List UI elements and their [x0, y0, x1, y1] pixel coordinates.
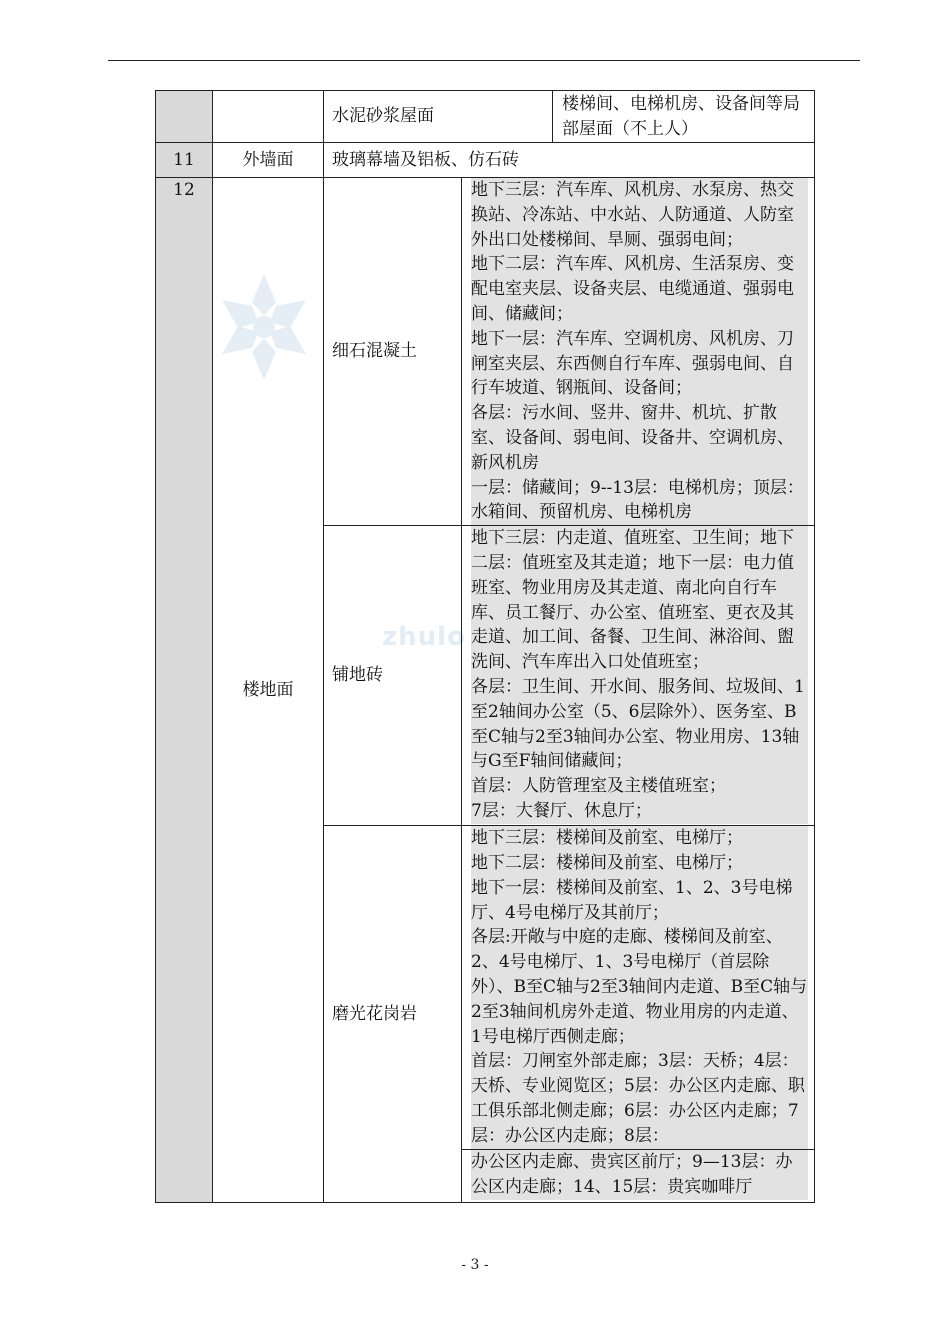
table-row — [156, 143, 815, 178]
table-row — [156, 91, 815, 143]
area-cell: 外墙面 — [213, 143, 324, 178]
table-row — [156, 178, 815, 526]
usage-line: 首层：刀闸室外部走廊；3层：天桥；4层：天桥、专业阅览区；5层：办公区内走廊、职工俱乐部北侧走廊；6层：办公区内走廊；7层：办公区内走廊；8层： — [471, 1049, 808, 1148]
usage-line: 办公区内走廊、贵宾区前厅；9—13层：办公区内走廊；14、15层：贵宾咖啡厅 — [471, 1150, 808, 1200]
usage-line: 首层：人防管理室及主楼值班室； — [471, 774, 808, 799]
header-rule — [108, 60, 860, 61]
usage-cell — [462, 1150, 815, 1203]
usage-cell: 楼梯间、电梯机房、设备间等局部屋面（不上人） — [553, 91, 815, 143]
usage-line: 地下二层：汽车库、风机房、生活泵房、变配电室夹层、设备夹层、电缆通道、强弱电间、储藏间； — [471, 252, 808, 326]
material-cell: 磨光花岗岩 — [324, 826, 462, 1203]
area-cell — [213, 91, 324, 143]
usage-line: 地下三层：内走道、值班室、卫生间；地下二层：值班室及其走道；地下一层：电力值班室、物业用房及其走道、南北向自行车库、员工餐厅、办公室、值班室、更衣及其走道、加工间、备餐、卫生间、淋浴间、盥洗间、汽车库出入口处值班室； — [471, 526, 808, 675]
finish-spec-table — [155, 90, 815, 1203]
usage-line: 地下三层：楼梯间及前室、电梯厅； — [471, 826, 808, 851]
usage-line: 地下一层：楼梯间及前室、1、2、3号电梯厅、4号电梯厅及其前厅； — [471, 876, 808, 926]
watermark-text: zhulo — [382, 622, 466, 652]
usage-line: 地下二层：楼梯间及前室、电梯厅； — [471, 851, 808, 876]
usage-line: 各层:开敞与中庭的走廊、楼梯间及前室、2、4号电梯厅、1、3号电梯厅（首层除外）、B至C轴与2至3轴间内走道、B至C轴与2至3轴间机房外走道、物业用房的内走道、1号电梯厅西侧走廊； — [471, 925, 808, 1049]
usage-cell — [462, 178, 815, 526]
usage-line: 一层：储藏间；9--13层：电梯机房；顶层：水箱间、预留机房、电梯机房 — [471, 476, 808, 526]
row-index-cell: 11 — [156, 143, 213, 178]
usage-line: 各层：污水间、竖井、窗井、机坑、扩散室、设备间、弱电间、设备井、空调机房、新风机房 — [471, 401, 808, 475]
usage-line: 7层：大餐厅、休息厅； — [471, 799, 808, 824]
usage-line: 地下三层：汽车库、风机房、水泵房、热交换站、冷冻站、中水站、人防通道、人防室外出口处楼梯间、旱厕、强弱电间； — [471, 178, 808, 252]
row-index-cell: 12 — [156, 178, 213, 1203]
area-cell: 楼地面 — [213, 178, 324, 1203]
row-index-cell — [156, 91, 213, 143]
usage-cell — [462, 526, 815, 826]
usage-line: 地下一层：汽车库、空调机房、风机房、刀闸室夹层、东西侧自行车库、强弱电间、自行车坡道、钢瓶间、设备间； — [471, 327, 808, 401]
material-cell: 水泥砂浆屋面 — [324, 91, 553, 143]
material-cell: 细石混凝土 — [324, 178, 462, 526]
material-cell: 铺地砖 — [324, 526, 462, 826]
usage-line: 各层：卫生间、开水间、服务间、垃圾间、1至2轴间办公室（5、6层除外）、医务室、B至C轴与2至3轴间办公室、物业用房、13轴与G至F轴间储藏间； — [471, 675, 808, 774]
page-number: - 3 - — [461, 1257, 489, 1273]
material-cell: 玻璃幕墙及铝板、仿石砖 — [324, 143, 815, 178]
usage-cell — [462, 826, 815, 1150]
